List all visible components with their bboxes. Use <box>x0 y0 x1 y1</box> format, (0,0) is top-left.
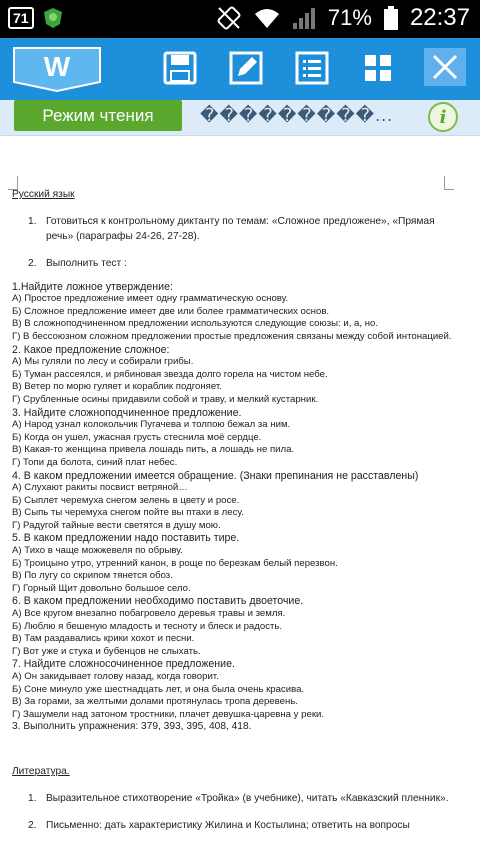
signal-icon <box>292 7 316 29</box>
test-question: 7. Найдите сложносочиненное предложение. <box>12 658 235 671</box>
test-question: 2. Какое предложение сложное: <box>12 343 170 356</box>
test-answer-option: Г) Радугой тайные вести светятся в душу мою. <box>12 519 221 531</box>
edit-button[interactable] <box>226 48 266 88</box>
task-list <box>12 214 452 271</box>
literature-task-item <box>12 791 452 806</box>
app-notification-icon <box>42 7 64 29</box>
test-answer-option: Б) Троицыно утро, утренний канон, в роще по березкам белый перезвон. <box>12 557 338 569</box>
literature-heading: Литература. <box>12 765 70 777</box>
document-page <box>12 189 452 833</box>
list-icon <box>295 51 329 85</box>
item-number: 2. <box>28 819 37 831</box>
edit-icon <box>229 51 263 85</box>
list-button[interactable] <box>292 48 332 88</box>
literature-task-item <box>12 818 452 833</box>
test-answer-option: А) Он закидывает голову назад, когда говорит. <box>12 671 219 682</box>
test-answer-option: Г) Топи да болота, синий плат небес. <box>12 456 178 468</box>
test-answer-option: Б) Люблю я бешеную младость и тесноту и блеск и радость. <box>12 620 283 632</box>
logo-letter: W <box>43 51 71 82</box>
task-item <box>12 214 452 244</box>
item-text: Выполнить тест : <box>46 257 127 269</box>
reading-mode-button[interactable]: Режим чтения <box>14 100 182 131</box>
item-text: Готовиться к контрольному диктанту по темам: «Сложное предложене», «Прямая речь» (параграфы 24-26, 27-28). <box>46 215 435 242</box>
test-answer-option: А) Тихо в чаще можжевеля по обрыву. <box>12 545 183 557</box>
test-answer-option: Б) Когда он ушел, ужасная грусть стеснила моё сердце. <box>12 431 262 443</box>
test-answer-option: В) По лугу со скрипом тянется обоз. <box>12 570 173 582</box>
item-number: 2. <box>28 257 37 269</box>
test-block <box>12 281 452 722</box>
reading-bar <box>0 100 480 136</box>
test-answer-option: А) Все кругом внезапно побагровело деревья травы и земля. <box>12 608 286 620</box>
item-number: 1. <box>28 215 37 227</box>
test-answer-option: А) Слухают ракиты посвист ветряной… <box>12 482 188 494</box>
test-answer-option: А) Простое предложение имеет одну грамматическую основу. <box>12 293 289 305</box>
page-corner-mark-left <box>8 176 18 190</box>
test-answer-option: Б) Сложное предложение имеет две или более грамматических основ. <box>12 305 330 317</box>
page-corner-mark-right <box>444 176 454 190</box>
test-question: 3. Найдите сложноподчиненное предложение. <box>12 406 242 419</box>
test-question: 1.Найдите ложное утверждение: <box>12 280 173 293</box>
item-text: Выразительное стихотворение «Тройка» (в учебнике), читать «Кавказский пленник». <box>46 792 449 804</box>
save-button[interactable] <box>160 48 200 88</box>
test-answer-option: Б) Туман рассеялся, и рябиновая звезда долго горела на чистом небе. <box>12 368 328 380</box>
battery-percent: 71% <box>327 5 372 30</box>
app-logo[interactable] <box>12 46 102 92</box>
status-bar <box>0 0 480 38</box>
item-text: Письменно: дать характеристику Жилина и Костылина; ответить на вопросы <box>46 819 410 831</box>
app-toolbar <box>0 38 480 100</box>
clock: 22:37 <box>409 4 470 31</box>
test-answer-option: В) Сыпь ты черемуха снегом пойте вы птахи в лесу. <box>12 507 244 519</box>
test-answer-option: Г) Зашумели над затоном тростники, плачет девушка-царевна у реки. <box>12 708 325 720</box>
test-answer-option: Г) Горный Щит довольно большое село. <box>12 582 191 594</box>
exercise-line: 3. Выполнить упражнения: 379, 393, 395, 408, 418. <box>12 721 252 733</box>
test-question: 5. В каком предложении надо поставить тире. <box>12 532 240 545</box>
grid-icon <box>361 51 395 85</box>
test-answer-option: Г) Вот уже и стука и бубенцов не слыхать. <box>12 645 201 657</box>
document-view[interactable] <box>0 136 480 854</box>
grid-button[interactable] <box>358 48 398 88</box>
rotation-lock-icon <box>216 5 242 31</box>
test-answer-option: В) Какая-то женщина привела лошадь пить, а лошадь не пила. <box>12 444 295 456</box>
test-answer-option: В) Там раздавались крики хохот и песни. <box>12 633 195 645</box>
subject-heading: Русский язык <box>12 189 75 200</box>
wifi-icon <box>254 7 280 29</box>
battery-icon <box>384 6 398 30</box>
test-answer-option: Б) Сыплет черемуха снегом зелень в цвету и росе. <box>12 494 240 506</box>
document-title: ���������... <box>200 105 394 125</box>
test-answer-option: В) В сложноподчиненном предложении используются следующие союзы: и, а, но. <box>12 318 378 330</box>
item-number: 1. <box>28 792 37 804</box>
test-answer-option: А) Народ узнал колокольчик Пугачева и толпою бежал за ним. <box>12 419 291 431</box>
test-answer-option: Г) Срубленные осины придавили собой и траву, и мелкий кустарник. <box>12 393 319 405</box>
test-answer-option: В) За горами, за желтыми долами протянулась тропа деревень. <box>12 696 298 708</box>
test-answer-option: В) Ветер по морю гуляет и кораблик подгоняет. <box>12 381 222 393</box>
literature-task-list <box>12 791 452 833</box>
test-answer-option: А) Мы гуляли по лесу и собирали грибы. <box>12 356 194 368</box>
close-icon <box>431 53 459 81</box>
close-button[interactable] <box>424 48 466 86</box>
task-item <box>12 256 452 271</box>
notification-badge: 71 <box>8 7 34 29</box>
info-icon[interactable]: i <box>428 102 458 132</box>
test-question: 4. В каком предложении имеется обращение. (Знаки препинания не расставлены) <box>12 469 419 482</box>
test-question: 6. В каком предложении необходимо поставить двоеточие. <box>12 595 304 608</box>
test-answer-option: Г) В бессоюзном сложном предложении простые предложения связаны между собой интонацией. <box>12 330 452 342</box>
save-icon <box>163 51 197 85</box>
test-answer-option: Б) Соне минуло уже шестнадцать лет, и она была очень красива. <box>12 683 305 695</box>
